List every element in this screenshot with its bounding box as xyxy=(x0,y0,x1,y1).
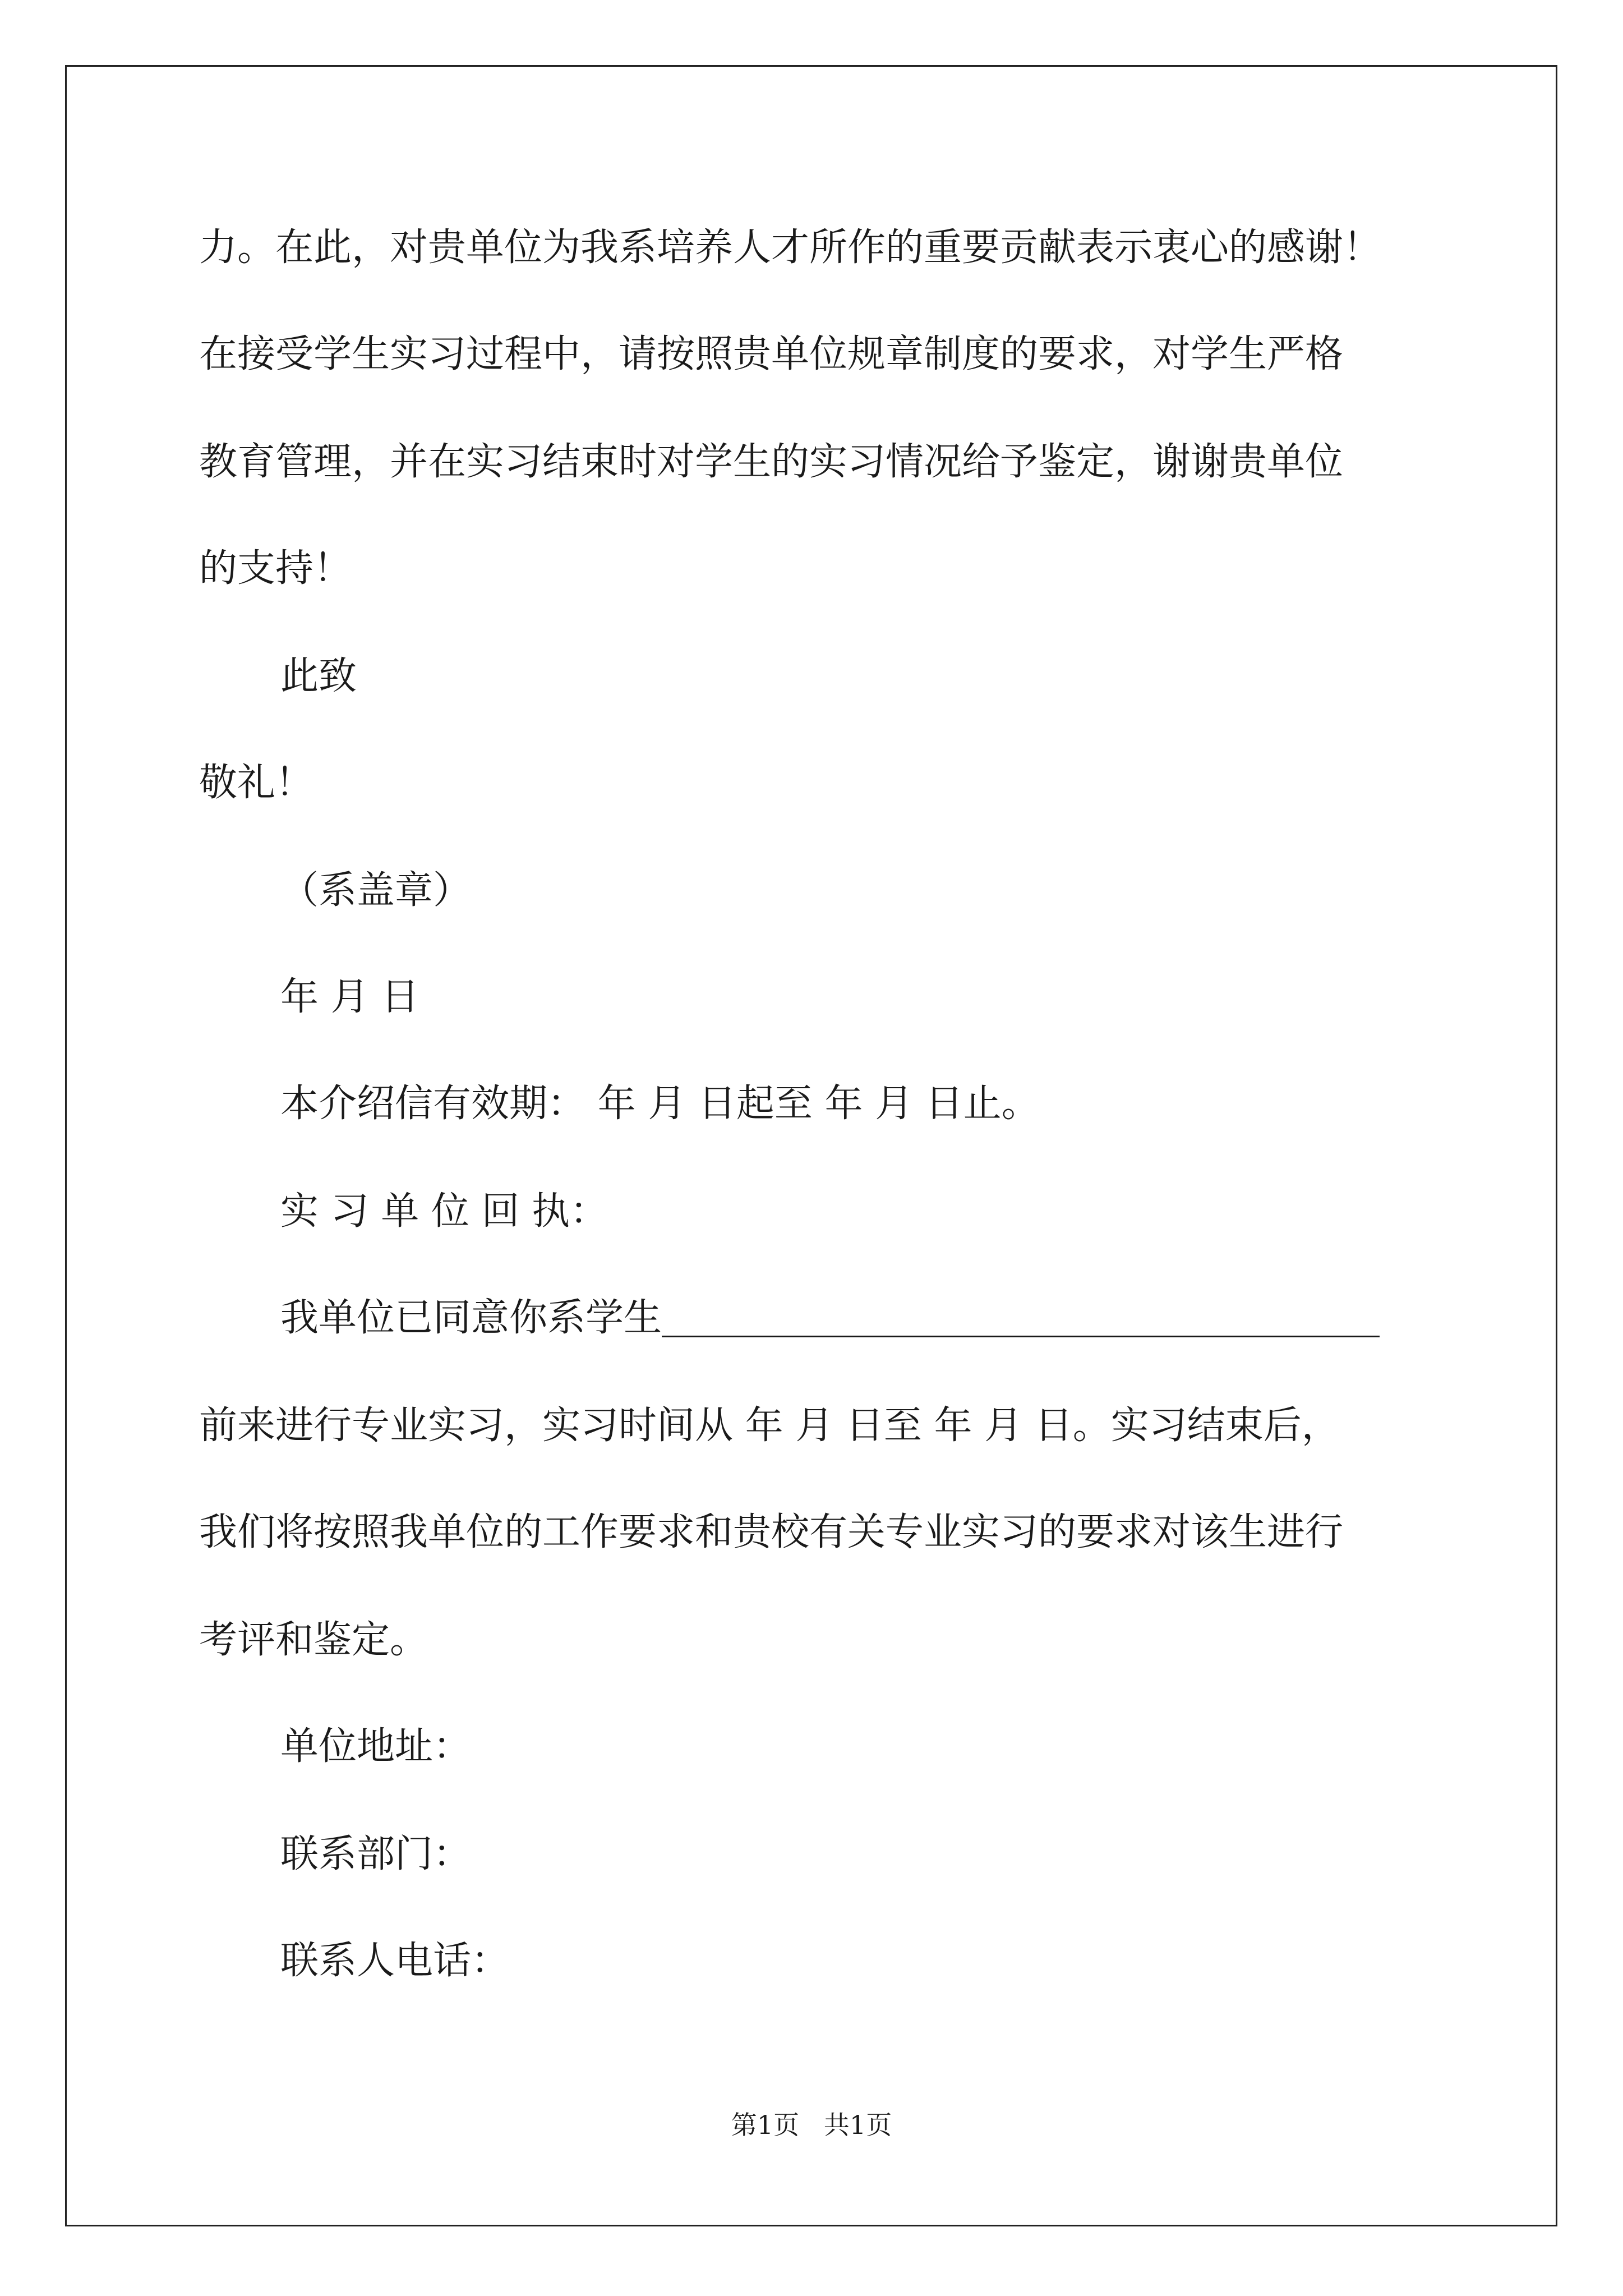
letter-date: 年 月 日 xyxy=(280,975,419,1019)
page-number-footer: 第1页 共1页 xyxy=(731,2110,892,2140)
receipt-body-line-3: 我们将按照我单位的工作要求和贵校有关专业实习的要求对该生进行 xyxy=(199,1510,1344,1554)
letter-body-line-4: 的支持！ xyxy=(199,546,352,591)
receipt-agree-line xyxy=(280,1296,1380,1340)
department-label: 联系部门： xyxy=(280,1832,472,1876)
phone-label: 联系人电话： xyxy=(280,1939,510,1983)
address-label: 单位地址： xyxy=(280,1724,472,1769)
receipt-body-line-4: 考评和鉴定。 xyxy=(199,1618,428,1662)
receipt-agree-prefix: 我单位已同意你系学生 xyxy=(280,1296,662,1340)
respect-closing: 敬礼！ xyxy=(199,761,314,805)
student-name-blank xyxy=(662,1301,1380,1337)
letter-body-line-1: 力。在此，对贵单位为我系培养人才所作的重要贡献表示衷心的感谢！ xyxy=(199,226,1382,270)
letter-body-line-2: 在接受学生实习过程中，请按照贵单位规章制度的要求，对学生严格 xyxy=(199,332,1344,376)
letter-body-line-3: 教育管理，并在实习结束时对学生的实习情况给予鉴定，谢谢贵单位 xyxy=(199,440,1344,484)
receipt-heading: 实 习 单 位 回 执： xyxy=(280,1189,608,1234)
validity-period: 本介绍信有效期： 年 月 日起至 年 月 日止。 xyxy=(280,1082,1040,1126)
receipt-body-line-2: 前来进行专业实习，实习时间从 年 月 日至 年 月 日。实习结束后， xyxy=(199,1404,1340,1448)
seal-note: （系盖章） xyxy=(280,868,472,913)
salutation: 此致 xyxy=(280,654,357,698)
page-border xyxy=(65,65,1557,2226)
